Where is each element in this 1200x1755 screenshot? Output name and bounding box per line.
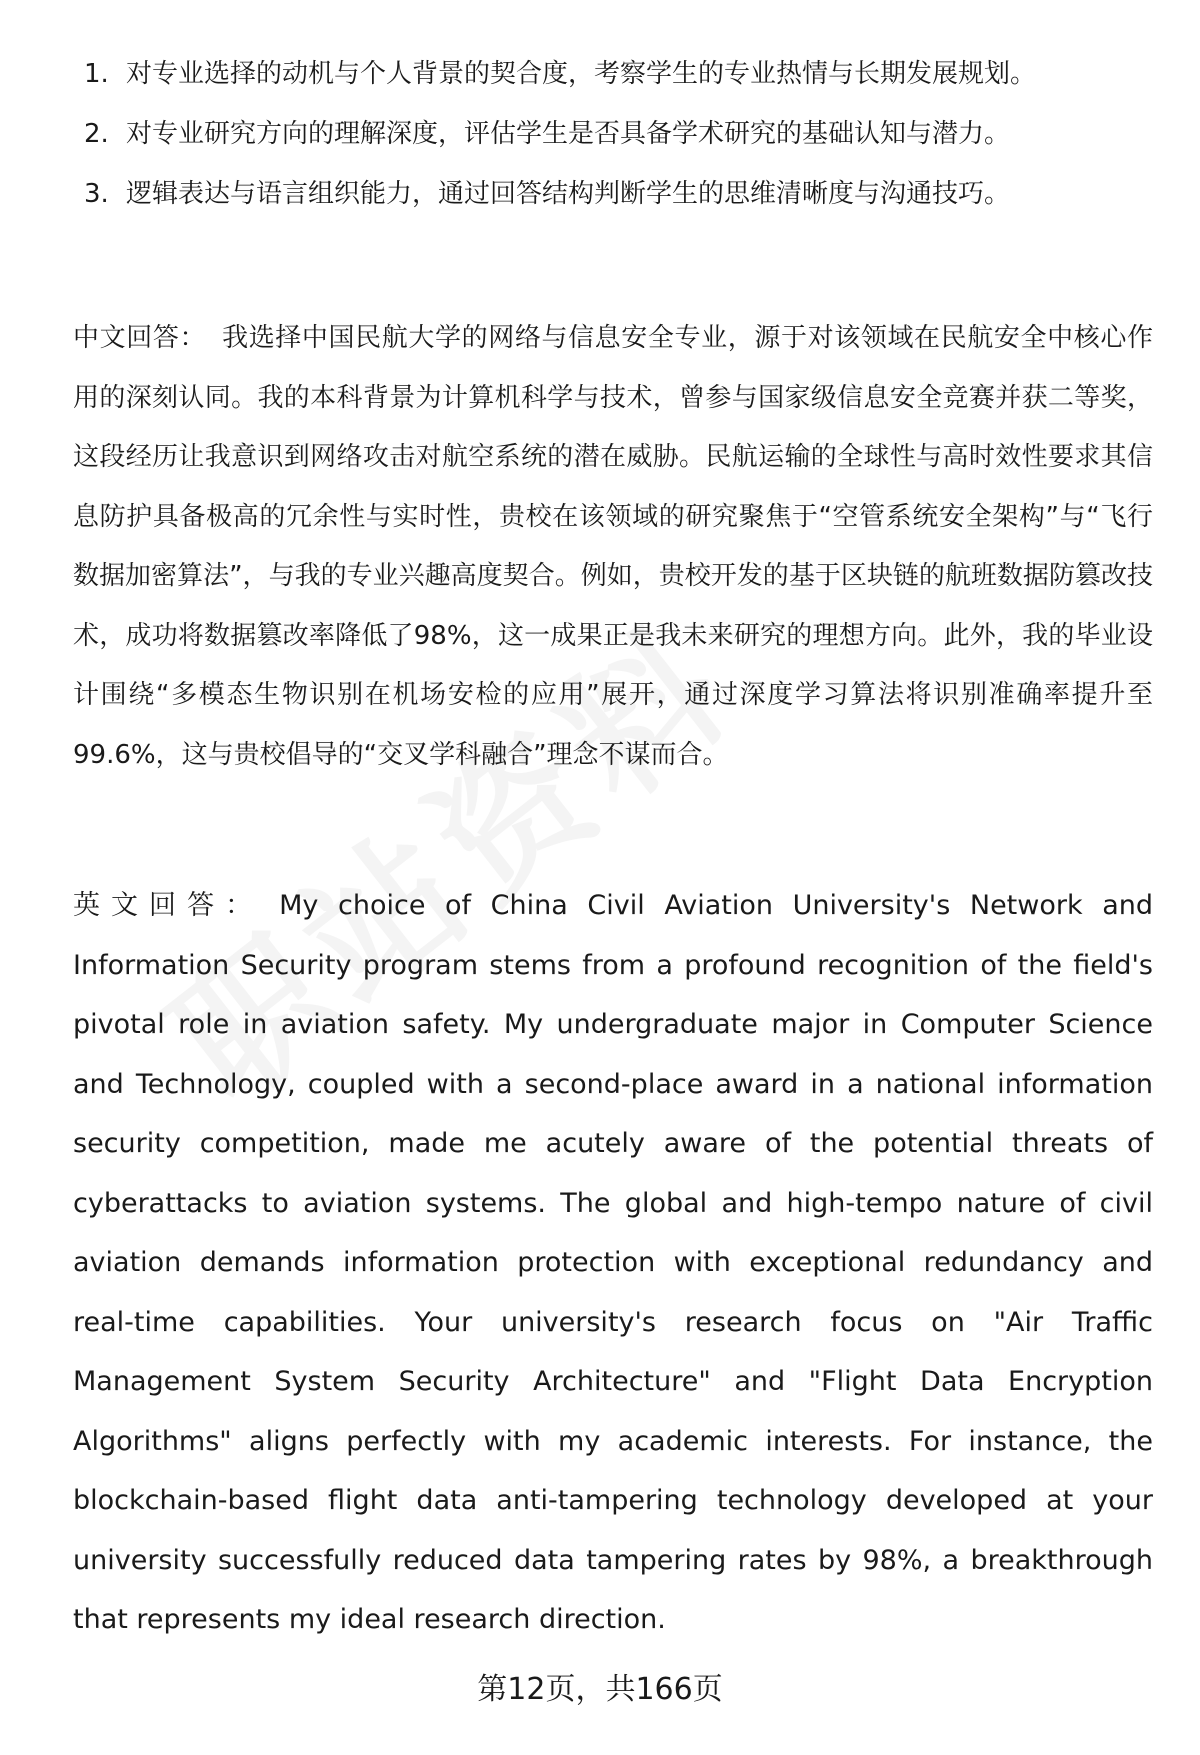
list-item: [80, 164, 1140, 224]
list-item: [80, 44, 1140, 104]
chinese-answer-text: 我选择中国民航大学的网络与信息安全专业，源于对该领域在民航安全中核心作用的深刻认同。我的本科背景为计算机科学与技术，曾参与国家级信息安全竞赛并获二等奖，这段经历让我意识到网络攻击对航空系统的潜在威胁。民航运输的全球性与高时效性要求其信息防护具备极高的冗余性与实时性，贵校在该领域的研究聚焦于“空管系统安全架构”与“飞行数据加密算法”，与我的专业兴趣高度契合。例如，贵校开发的基于区块链的航班数据防篡改技术，成功将数据篡改率降低了98%，这一成果正是我未来研究的理想方向。此外，我的毕业设计围绕“多模态生物识别在机场安检的应用”展开，通过深度学习算法将识别准确率提升至99.6%，这与贵校倡导的“交叉学科融合”理念不谋而合。: [73, 323, 1153, 770]
list-number: 2.: [84, 119, 109, 149]
chinese-answer-paragraph: [73, 309, 1153, 785]
list-number: 1.: [84, 59, 109, 89]
list-text: 逻辑表达与语言组织能力，通过回答结构判断学生的思维清晰度与沟通技巧。: [126, 179, 1011, 209]
chinese-answer-label: 中文回答：: [73, 323, 207, 353]
english-answer-paragraph: [73, 876, 1153, 1650]
list-number: 3.: [84, 179, 109, 209]
list-text: 对专业选择的动机与个人背景的契合度，考察学生的专业热情与长期发展规划。: [126, 59, 1037, 89]
page-number: 第12页，共166页: [477, 1672, 723, 1707]
page-footer: [0, 1670, 1200, 1710]
criteria-list: [80, 44, 1140, 224]
english-answer-label: 英文回答：: [73, 890, 264, 921]
list-text: 对专业研究方向的理解深度，评估学生是否具备学术研究的基础认知与潜力。: [126, 119, 1011, 149]
list-item: [80, 104, 1140, 164]
english-answer-text: My choice of China Civil Aviation University's Network and Information Security program stems from a profound recognition of the field's pivotal role in aviation safety. My undergraduate major in Computer Science and Technology, coupled with a second-place award in a national information security competition, made me acutely aware of the potential threats of cyberattacks to aviation systems. The global and high-tempo nature of civil aviation demands information protection with exceptional redundancy and real-time capabilities. Your university's research focus on "Air Traffic Management System Security Architecture" and "Flight Data Encryption Algorithms" aligns perfectly with my academic interests. For instance, the blockchain-based flight data anti-tampering technology developed at your university successfully reduced data tampering rates by 98%, a breakthrough that represents my ideal research direction.: [73, 890, 1154, 1635]
